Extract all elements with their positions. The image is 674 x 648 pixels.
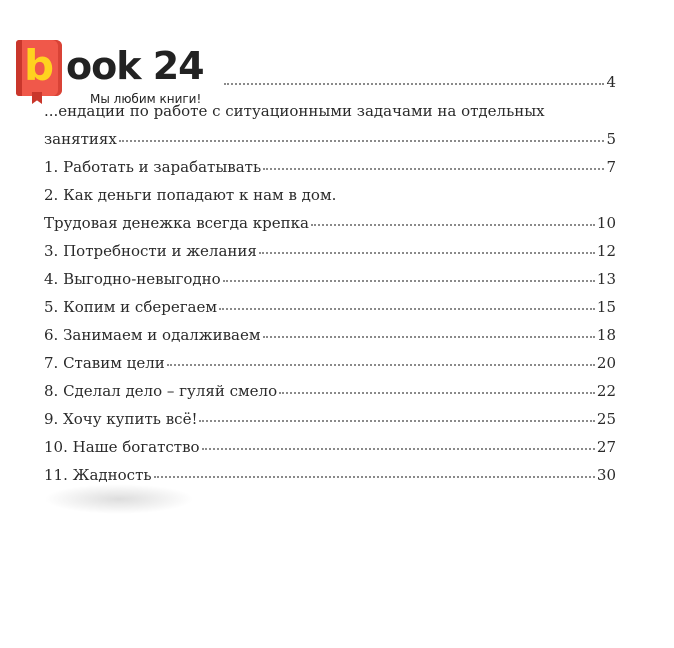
toc-entry[interactable] xyxy=(44,185,616,205)
toc-entry-label: 11. Жадность xyxy=(44,466,152,484)
toc-entry[interactable] xyxy=(44,465,616,485)
logo-wordmark: ook 24 xyxy=(66,44,204,88)
toc-entry[interactable] xyxy=(44,269,616,289)
dot-leader xyxy=(311,212,595,226)
toc-entry[interactable] xyxy=(44,297,616,317)
dot-leader xyxy=(263,156,604,170)
toc-entry[interactable] xyxy=(44,213,616,233)
toc-page-number: 4 xyxy=(606,73,616,91)
dot-leader xyxy=(223,268,595,282)
book-spine xyxy=(16,40,22,96)
toc-entry[interactable] xyxy=(44,157,616,177)
toc-entry[interactable] xyxy=(44,129,616,149)
toc-entry[interactable] xyxy=(44,381,616,401)
toc-entry[interactable] xyxy=(44,437,616,457)
toc-page-number: 30 xyxy=(596,466,616,484)
toc-entry[interactable] xyxy=(44,409,616,429)
toc-entry-label: 2. Как деньги попадают к нам в дом. xyxy=(44,186,337,204)
toc-entry[interactable] xyxy=(44,353,616,373)
dot-leader xyxy=(263,324,595,338)
dot-leader xyxy=(199,408,594,422)
toc-entry-label: 10. Наше богатство xyxy=(44,438,200,456)
toc-page-number: 13 xyxy=(596,270,616,288)
toc-entry[interactable] xyxy=(44,325,616,345)
scan-smudge xyxy=(44,484,194,514)
toc-entry-label: 3. Потребности и желания xyxy=(44,242,257,260)
dot-leader xyxy=(279,380,595,394)
logo-mark-letter: b xyxy=(24,41,55,90)
dot-leader xyxy=(119,128,605,142)
toc-page-number: 25 xyxy=(596,410,616,428)
toc-entry[interactable] xyxy=(44,241,616,261)
dot-leader xyxy=(154,464,595,478)
dot-leader xyxy=(224,71,604,85)
toc-page-number: 22 xyxy=(596,382,616,400)
toc-page-number: 5 xyxy=(606,130,616,148)
toc-entry-label: ...ендации по работе с ситуационными задачами на отдельных xyxy=(44,102,545,120)
dot-leader xyxy=(202,436,595,450)
toc-entry-label: 6. Занимаем и одалживаем xyxy=(44,326,261,344)
toc-entry-label: Трудовая денежка всегда крепка xyxy=(44,214,309,232)
toc-page-number: 10 xyxy=(596,214,616,232)
toc-page-number: 7 xyxy=(606,158,616,176)
toc-entry-label: 7. Ставим цели xyxy=(44,354,165,372)
toc-entry-label: 8. Сделал дело – гуляй смело xyxy=(44,382,278,400)
toc-page-number: 12 xyxy=(596,242,616,260)
dot-leader xyxy=(219,296,595,310)
toc-entry-label: 4. Выгодно-невыгодно xyxy=(44,270,221,288)
book-logo-icon xyxy=(16,40,62,96)
toc-entry-label: 1. Работать и зарабатывать xyxy=(44,158,262,176)
toc-entry-label: 9. Хочу купить всё! xyxy=(44,410,198,428)
dot-leader xyxy=(167,352,595,366)
toc-page-number: 18 xyxy=(596,326,616,344)
toc-page-number: 20 xyxy=(596,354,616,372)
bookmark-icon xyxy=(32,92,42,104)
toc-entry-label: 5. Копим и сберегаем xyxy=(44,298,218,316)
book24-logo[interactable] xyxy=(16,40,226,110)
logo-tagline: Мы любим книги! xyxy=(90,92,202,106)
toc-entry-label: занятиях xyxy=(44,130,117,148)
dot-leader xyxy=(259,240,595,254)
toc-page-number: 27 xyxy=(596,438,616,456)
toc-page-number: 15 xyxy=(596,298,616,316)
